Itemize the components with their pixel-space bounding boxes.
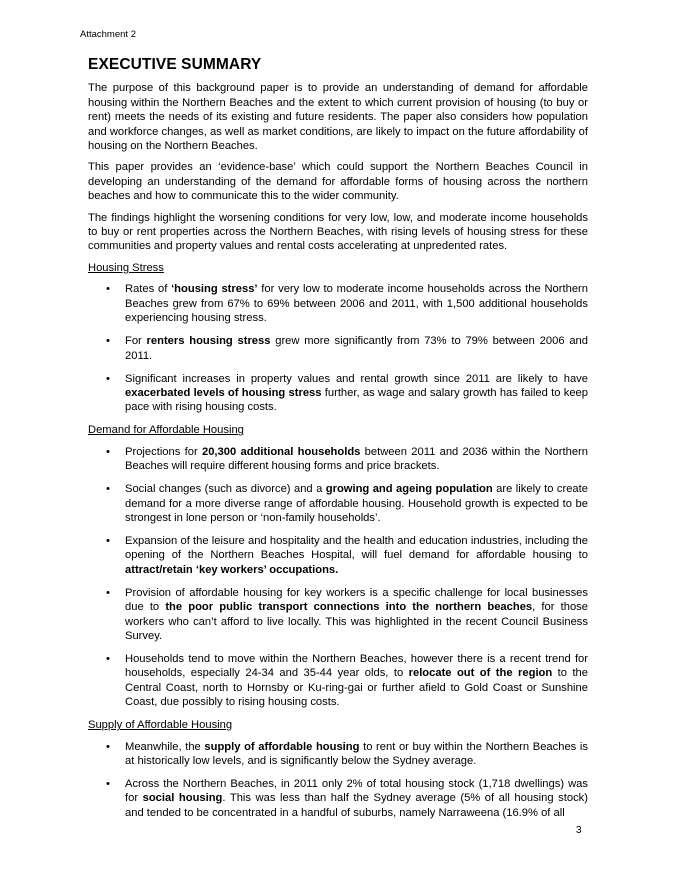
list-item-text: Significant increases in property values and rental growth since 2011 are likely to have exacerbated levels of housing stress further, as wage and salary growth has failed to keep pace with rising housing costs. (125, 372, 588, 414)
bullet-icon: • (106, 445, 110, 458)
list-item (88, 372, 588, 415)
document-body (88, 58, 588, 829)
bullet-list (88, 282, 588, 414)
list-item (88, 282, 588, 325)
list-item (88, 652, 588, 710)
section-demand (88, 423, 588, 709)
list-item-text: Provision of affordable housing for key workers is a specific challenge for local businesses due to the poor public transport connections into the northern beaches, for those workers who can’t afford to live locally. This was highlighted in the recent Council Business Survey. (125, 586, 588, 642)
list-item (88, 740, 588, 769)
bullet-icon: • (106, 652, 110, 665)
bullet-icon: • (106, 534, 110, 547)
section-heading: Supply of Affordable Housing (88, 719, 233, 732)
emphasis-text: social housing (142, 792, 223, 805)
section-housing-stress (88, 261, 588, 415)
bullet-list (88, 740, 588, 821)
list-item-text: Across the Northern Beaches, in 2011 only 2% of total housing stock (1,718 dwellings) was for social housing. This was less than half the Sydney average (5% of all housing stock) and tended to be concentrated in a handful of suburbs, namely Narraweena (16.9% of all (125, 778, 589, 819)
section-heading: Housing Stress (88, 261, 164, 274)
emphasis-text: renters housing stress (146, 335, 271, 348)
list-item (88, 445, 588, 474)
list-item-text: Rates of ‘housing stress’ for very low to moderate income households across the Northern Beaches grew from 67% to 69% between 2006 and 2011, with 1,500 additional households experiencing housing stress. (125, 283, 588, 325)
list-item-text: Meanwhile, the supply of affordable housing to rent or buy within the Northern Beaches is at historically low levels, and is significantly below the Sydney average. (125, 740, 588, 767)
emphasis-text: attract/retain ‘key workers’ occupations. (125, 563, 339, 576)
section-supply (88, 718, 588, 820)
bullet-icon: • (106, 778, 110, 790)
list-item (88, 534, 588, 577)
bullet-icon: • (106, 335, 110, 348)
emphasis-text: relocate out of the region (408, 667, 553, 680)
emphasis-text: exacerbated levels of housing stress (125, 386, 322, 399)
intro-paragraph-3: The findings highlight the worsening conditions for very low, low, and moderate income households to buy or rent properties across the Northern Beaches, with rising levels of housing stress for these communities and property values and rental costs accelerating at unpredented rates. (88, 211, 588, 253)
emphasis-text: 20,300 additional households (201, 445, 361, 458)
attachment-label: Attachment 2 (80, 29, 136, 40)
emphasis-text: ‘housing stress’ (171, 283, 258, 296)
list-item (88, 334, 588, 363)
bullet-icon: • (106, 283, 110, 296)
section-heading: Demand for Affordable Housing (88, 424, 244, 437)
page-number: 3 (576, 825, 582, 836)
list-item-text: Expansion of the leisure and hospitality and the health and education industries, including the opening of the Northern Beaches Hospital, will fuel demand for affordable housing to attract/retain ‘key workers’ occupations. (125, 534, 588, 576)
intro-paragraph-2: This paper provides an ‘evidence-base’ which could support the Northern Beaches Council in developing an understanding of the demand for affordable forms of housing across the northern beaches and how to communicate this to the wider community. (88, 161, 588, 203)
list-item-text: Social changes (such as divorce) and a growing and ageing population are likely to create demand for a more diverse range of affordable housing. Household growth is expected to be strongest in lone person or ‘non-family households’. (125, 483, 588, 524)
bullet-icon: • (106, 483, 110, 496)
emphasis-text: supply of affordable housing (204, 740, 360, 753)
list-item (88, 586, 588, 644)
intro-paragraph-1: The purpose of this background paper is to provide an understanding of demand for affordable housing within the Northern Beaches and the extent to which current provision of housing (to buy or rent) meets the needs of its existing and future residents. The paper also considers how population and workforce changes, as well as market conditions, are likely to impact on the future affordability of housing on the Northern Beaches. (88, 82, 588, 153)
emphasis-text: the poor public transport connections into the northern beaches (165, 601, 533, 614)
bullet-icon: • (106, 586, 110, 599)
list-item (88, 777, 588, 820)
list-item-text: For renters housing stress grew more significantly from 73% to 79% between 2006 and 2011. (125, 335, 588, 362)
bullet-icon: • (106, 372, 110, 385)
page-title: EXECUTIVE SUMMARY (88, 56, 262, 73)
emphasis-text: growing and ageing population (325, 483, 493, 496)
list-item-text: Projections for 20,300 additional households between 2011 and 2036 within the Northern Beaches will require different housing forms and price brackets. (125, 445, 588, 473)
list-item-text: Households tend to move within the Northern Beaches, however there is a recent trend for households, especially 24-34 and 35-44 year olds, to relocate out of the region to the Central Coast, north to Hornsby or Ku-ring-gai or further afield to Gold Coast or Sunshine Coast, due possibly to rising housing costs. (125, 652, 589, 709)
list-item (88, 482, 588, 525)
bullet-list (88, 445, 588, 710)
bullet-icon: • (106, 740, 110, 753)
